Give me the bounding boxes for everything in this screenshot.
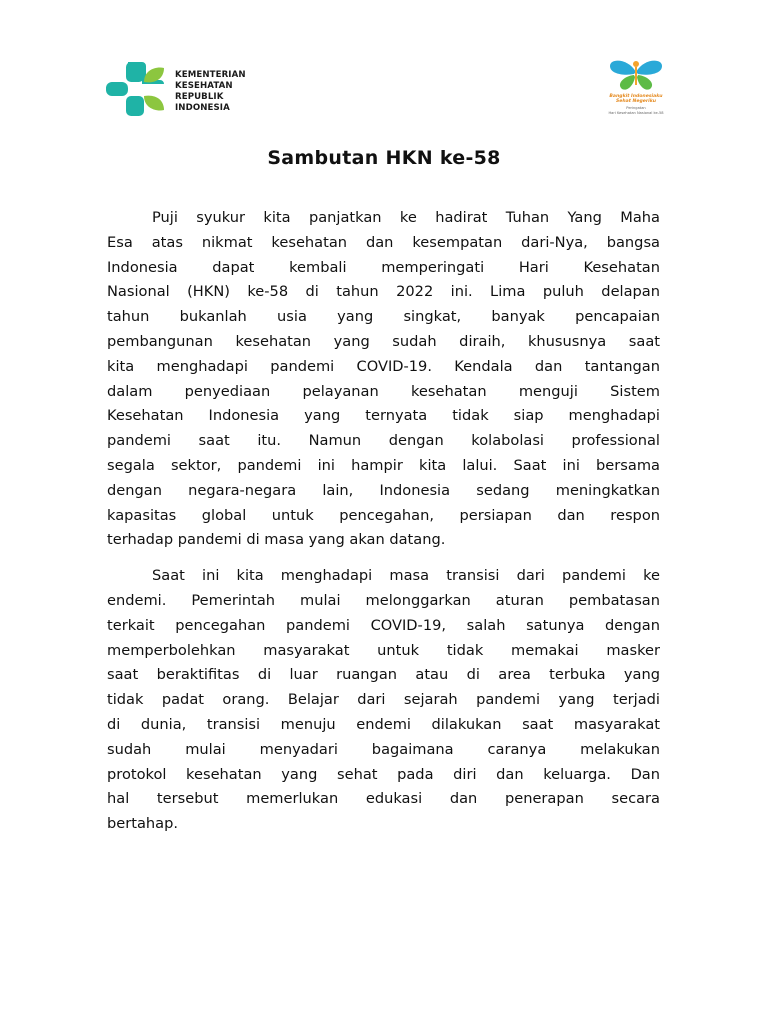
paragraph-line: Esa atas nikmat kesehatan dan kesempatan dari-Nya, bangsa: [107, 233, 660, 251]
kemenkes-logo-icon: [104, 60, 170, 118]
paragraph-line: endemi. Pemerintah mulai melonggarkan aturan pembatasan: [107, 591, 660, 609]
paragraph-line: Saat ini kita menghadapi masa transisi dari pandemi ke: [152, 567, 660, 585]
paragraph-line: kita menghadapi pandemi COVID-19. Kendala dan tantangan: [107, 357, 660, 375]
paragraph-line: bertahap.: [107, 815, 179, 833]
page-title: Sambutan HKN ke-58: [267, 147, 501, 169]
document-body: [107, 206, 660, 848]
hkn-tagline-line: Bangkit Indonesiaku: [609, 94, 663, 99]
paragraph-line: Indonesia dapat kembali memperingati Hari Kesehatan: [107, 258, 660, 276]
ministry-line: KESEHATAN: [175, 81, 233, 91]
paragraph-line: tidak padat orang. Belajar dari sejarah pandemi yang terjadi: [107, 691, 660, 709]
paragraph-line: pembangunan kesehatan yang sudah diraih, khususnya saat: [107, 332, 660, 350]
paragraph-line: sudah mulai menyadari bagaimana caranya melakukan: [107, 740, 660, 758]
paragraph-line: segala sektor, pandemi ini hampir kita lalui. Saat ini bersama: [107, 456, 660, 474]
paragraph-line: protokol kesehatan yang sehat pada diri dan keluarga. Dan: [107, 765, 660, 783]
paragraph-line: pandemi saat itu. Namun dengan kolabolasi professional: [107, 432, 660, 450]
hkn-tagline: [596, 94, 676, 104]
paragraph-line: Puji syukur kita panjatkan ke hadirat Tuhan Yang Maha: [152, 209, 660, 226]
ministry-line: KEMENTERIAN: [175, 70, 246, 80]
paragraph-line: Nasional (HKN) ke-58 di tahun 2022 ini. Lima puluh delapan: [107, 283, 660, 301]
paragraph-line: terkait pencegahan pandemi COVID-19, salah satunya dengan: [107, 616, 660, 634]
hkn-butterfly-icon: [604, 56, 668, 92]
hkn-subtitle: [596, 106, 676, 115]
paragraph-line: tahun bukanlah usia yang singkat, banyak pencapaian: [107, 308, 660, 326]
paragraph-line: memperbolehkan masyarakat untuk tidak memakai masker: [107, 641, 660, 659]
paragraph-line: saat beraktifitas di luar ruangan atau di area terbuka yang: [107, 666, 660, 684]
paragraph-line: hal tersebut memerlukan edukasi dan penerapan secara: [107, 790, 660, 808]
paragraph: [107, 564, 660, 837]
paragraph-line: dalam penyediaan pelayanan kesehatan menguji Sistem: [107, 382, 660, 400]
paragraph-line: terhadap pandemi di masa yang akan datang.: [107, 531, 446, 549]
paragraph-line: dengan negara-negara lain, Indonesia sedang meningkatkan: [107, 481, 660, 499]
paragraph-line: Kesehatan Indonesia yang ternyata tidak siap menghadapi: [107, 407, 660, 425]
hkn-tagline-line: Sehat Negeriku: [615, 99, 657, 105]
paragraph-line: kapasitas global untuk pencegahan, persiapan dan respon: [107, 506, 660, 524]
paragraph-line: di dunia, transisi menuju endemi dilakukan saat masyarakat: [107, 715, 660, 733]
kemenkes-logo: [104, 60, 252, 118]
hkn-logo: [596, 56, 676, 122]
ministry-line: REPUBLIK: [175, 92, 224, 102]
ministry-name: [175, 70, 246, 114]
hkn-subtitle-line: Peringatan: [626, 106, 646, 110]
ministry-line: INDONESIA: [175, 103, 230, 113]
hkn-subtitle-line: Hari Kesehatan Nasional ke-58: [608, 110, 664, 115]
paragraph: [107, 206, 660, 553]
